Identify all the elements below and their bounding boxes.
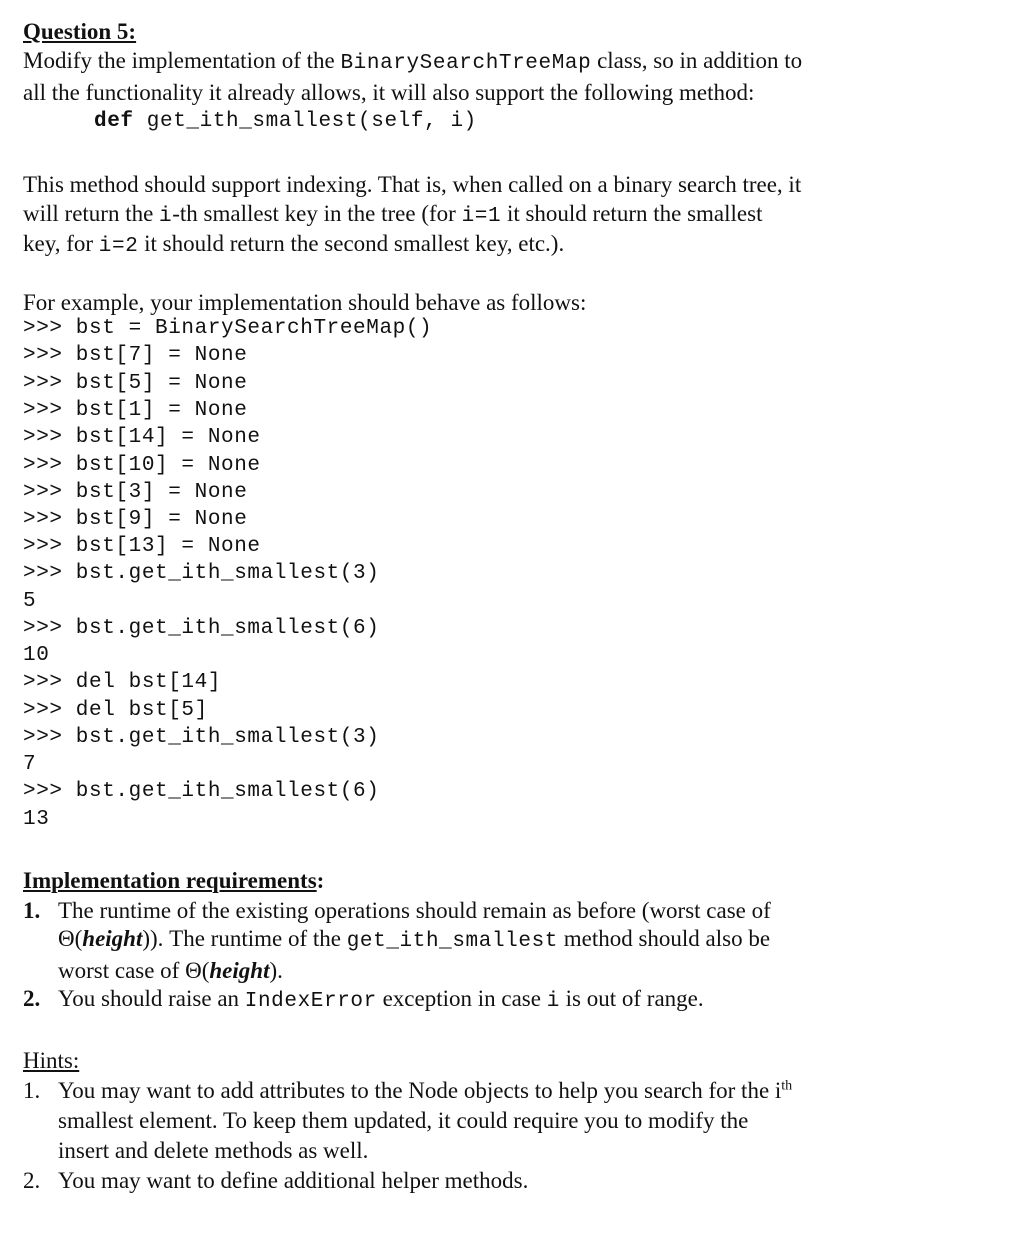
example-line: >>> bst.get_ith_smallest(6): [23, 617, 380, 640]
example-line: >>> del bst[14]: [23, 671, 222, 694]
hint-1-line-3: insert and delete methods as well.: [58, 1138, 369, 1163]
requirement-2-number: 2.: [23, 986, 41, 1011]
description-line-3: key, for i=2 it should return the second smallest key, etc.).: [23, 231, 565, 258]
example-line: >>> bst[5] = None: [23, 372, 248, 395]
description-line-1: This method should support indexing. That is, when called on a binary search tree, it: [23, 172, 802, 197]
example-output: 5: [23, 590, 37, 613]
requirement-1-line-3: worst case of Θ(height).: [58, 958, 283, 983]
hint-1-line-2: smallest element. To keep them updated, it could require you to modify the: [58, 1108, 749, 1133]
intro-line-2: all the functionality it already allows, it will also support the following method:: [23, 80, 755, 105]
example-line: >>> bst[1] = None: [23, 399, 248, 422]
example-line: >>> bst[10] = None: [23, 454, 261, 477]
example-line: >>> bst.get_ith_smallest(3): [23, 726, 380, 749]
example-line: >>> bst = BinarySearchTreeMap(): [23, 317, 433, 340]
hints-heading: Hints:: [23, 1048, 80, 1073]
example-line: >>> bst[9] = None: [23, 508, 248, 531]
example-output: 7: [23, 753, 37, 776]
requirement-2: You should raise an IndexError exception in case i is out of range.: [58, 986, 704, 1013]
example-line: >>> bst[7] = None: [23, 344, 248, 367]
requirement-1-number: 1.: [23, 898, 41, 923]
description-line-2: will return the i-th smallest key in the tree (for i=1 it should return the smallest: [23, 201, 763, 228]
example-intro: For example, your implementation should behave as follows:: [23, 290, 587, 315]
example-line: >>> bst.get_ith_smallest(6): [23, 780, 380, 803]
example-line: >>> del bst[5]: [23, 699, 208, 722]
requirements-heading: Implementation requirements:: [23, 868, 325, 893]
hint-1-number: 1.: [23, 1078, 41, 1103]
requirement-1-line-1: The runtime of the existing operations should remain as before (worst case of: [58, 898, 771, 923]
example-line: >>> bst[3] = None: [23, 481, 248, 504]
hint-2: You may want to define additional helper methods.: [58, 1168, 529, 1193]
example-line: >>> bst[13] = None: [23, 535, 261, 558]
example-line: >>> bst[14] = None: [23, 426, 261, 449]
question-title: Question 5:: [23, 19, 137, 44]
method-signature: def get_ith_smallest(self, i): [94, 110, 477, 133]
class-name-code: BinarySearchTreeMap: [340, 52, 592, 75]
example-output: 10: [23, 644, 50, 667]
example-output: 13: [23, 808, 50, 831]
example-line: >>> bst.get_ith_smallest(3): [23, 562, 380, 585]
requirement-1-line-2: Θ(height)). The runtime of the get_ith_smallest method should also be: [58, 926, 771, 953]
intro-line-1: Modify the implementation of the BinarySearchTreeMap class, so in addition to: [23, 48, 803, 75]
hint-1-line-1: You may want to add attributes to the Node objects to help you search for the $i^{th}$: [58, 1078, 793, 1103]
hint-2-number: 2.: [23, 1168, 41, 1193]
